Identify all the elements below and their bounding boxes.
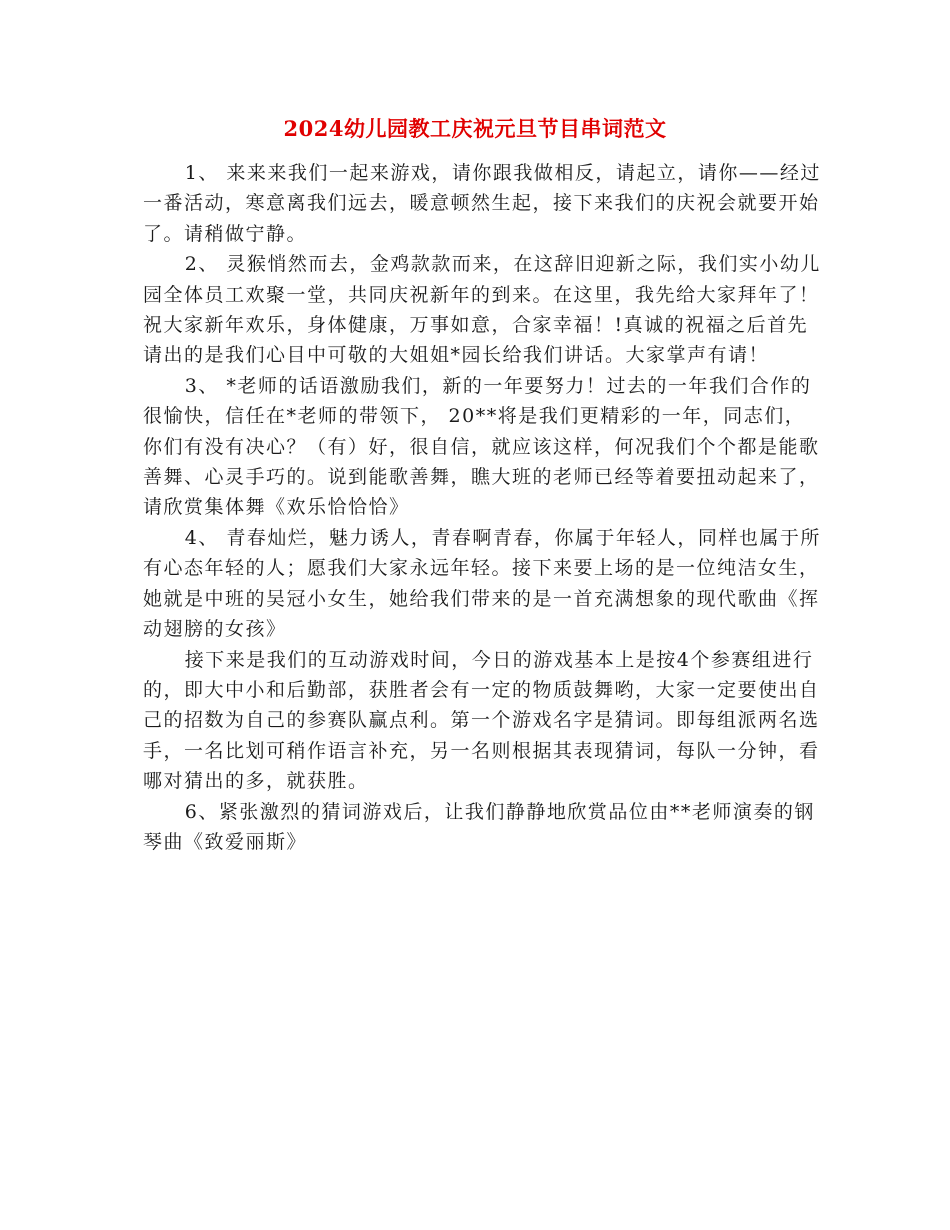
document-body xyxy=(143,158,823,857)
paragraph-3: 3、 *老师的话语激励我们，新的一年要努力！过去的一年我们合作的很愉快，信任在*老师的带领下， 20**将是我们更精彩的一年，同志们，你们有没有决心？（有）好，很自信，就应该这样，何况我们个个都是能歌善舞、心灵手巧的。说到能歌善舞，瞧大班的老师已经等着要扭动起来了，请欣赏集体舞《欢乐恰恰恰》 xyxy=(143,374,820,519)
paragraph-6: 6、紧张激烈的猜词游戏后，让我们静静地欣赏品位由**老师演奏的钢琴曲《致爱丽斯》 xyxy=(143,800,815,853)
paragraph-1: 1、 来来来我们一起来游戏，请你跟我做相反，请起立，请你——经过一番活动，寒意离我们远去，暖意顿然生起，接下来我们的庆祝会就要开始了。请稍做宁静。 xyxy=(143,162,821,245)
paragraph-2: 2、 灵猴悄然而去，金鸡款款而来，在这辞旧迎新之际，我们实小幼儿园全体员工欢聚一堂，共同庆祝新年的到来。在这里，我先给大家拜年了！祝大家新年欢乐，身体健康，万事如意，合家幸福！!真诚的祝福之后首先请出的是我们心目中可敬的大姐姐*园长给我们讲话。大家掌声有请！ xyxy=(143,253,821,367)
paragraph-4: 4、 青春灿烂，魅力诱人，青春啊青春，你属于年轻人，同样也属于所有心态年轻的人；愿我们大家永远年轻。接下来要上场的是一位纯洁女生，她就是中班的吴冠小女生，她给我们带来的是一首充满想象的现代歌曲《挥动翅膀的女孩》 xyxy=(143,526,821,641)
document-title: 2024幼儿园教工庆祝元旦节目串词范文 xyxy=(283,116,667,141)
paragraph-5: 接下来是我们的互动游戏时间，今日的游戏基本上是按4个参赛组进行的，即大中小和后勤部，获胜者会有一定的物质鼓舞哟，大家一定要使出自己的招数为自己的参赛队赢点利。第一个游戏名字是猜词。即每组派两名选手，一名比划可稍作语言补充，另一名则根据其表现猜词，每队一分钟，看哪对猜出的多，就获胜。 xyxy=(143,648,820,793)
